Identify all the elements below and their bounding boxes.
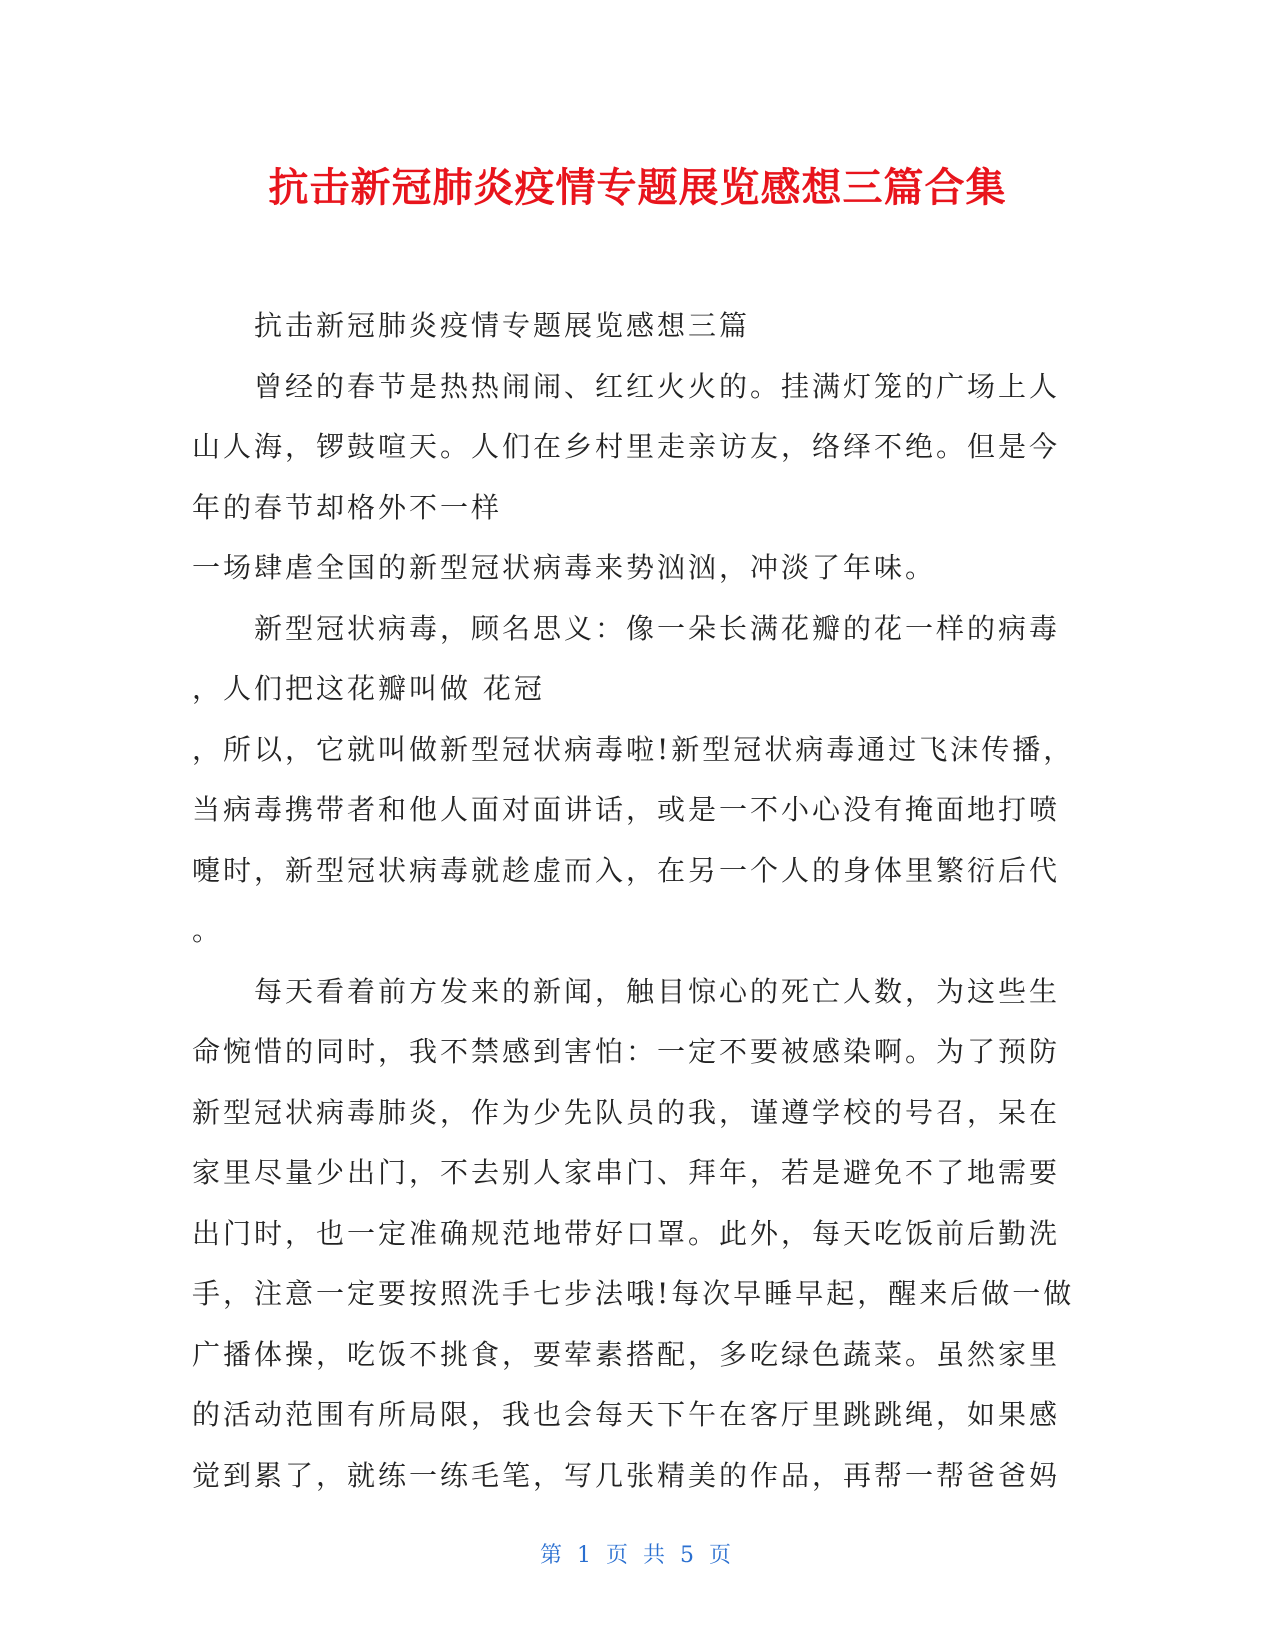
body-line: 当病毒携带者和他人面对面讲话，或是一不小心没有掩面地打喷 [192, 793, 1061, 826]
body-line: 的活动范围有所局限，我也会每天下午在客厅里跳跳绳，如果感 [192, 1398, 1061, 1431]
body-line: 曾经的春节是热热闹闹、红红火火的。挂满灯笼的广场上人 [254, 369, 1061, 403]
body-line: ，所以，它就叫做新型冠状病毒啦!新型冠状病毒通过飞沫传播， [192, 732, 1075, 766]
body-line: 抗击新冠肺炎疫情专题展览感想三篇 [254, 309, 751, 342]
body-line: 一场肆虐全国的新型冠状病毒来势汹汹，冲淡了年味。 [192, 551, 937, 584]
body-line: 手，注意一定要按照洗手七步法哦!每次早睡早起，醒来后做一做 [192, 1277, 1075, 1310]
body-line: 新型冠状病毒肺炎，作为少先队员的我，谨遵学校的号召，呆在 [192, 1095, 1061, 1129]
body-line: 广播体操，吃饭不挑食，要荤素搭配，多吃绿色蔬菜。虽然家里 [192, 1337, 1061, 1371]
document-body [192, 296, 1075, 1506]
body-line: 年的春节却格外不一样 [192, 490, 503, 524]
body-line: 命惋惜的同时，我不禁感到害怕：一定不要被感染啊。为了预防 [192, 1035, 1061, 1068]
body-line: 嚏时，新型冠状病毒就趁虚而入，在另一个人的身体里繁衍后代 [192, 853, 1061, 887]
page-number-footer: 第 1 页 共 5 页 [540, 1543, 735, 1568]
body-line: 家里尽量少出门，不去别人家串门、拜年，若是避免不了地需要 [192, 1156, 1061, 1189]
body-line: 每天看着前方发来的新闻，触目惊心的死亡人数，为这些生 [254, 974, 1061, 1008]
body-line: 觉到累了，就练一练毛笔，写几张精美的作品，再帮一帮爸爸妈 [192, 1458, 1061, 1492]
body-line: 新型冠状病毒，顾名思义：像一朵长满花瓣的花一样的病毒 [254, 611, 1061, 645]
body-line: 。 [192, 914, 224, 947]
body-line: 山人海，锣鼓喧天。人们在乡村里走亲访友，络绎不绝。但是今 [192, 430, 1061, 463]
document-title: 抗击新冠肺炎疫情专题展览感想三篇合集 [268, 165, 1007, 211]
body-line: 出门时，也一定准确规范地带好口罩。此外，每天吃饭前后勤洗 [192, 1216, 1061, 1250]
body-line: ，人们把这花瓣叫做 花冠 [192, 672, 545, 705]
